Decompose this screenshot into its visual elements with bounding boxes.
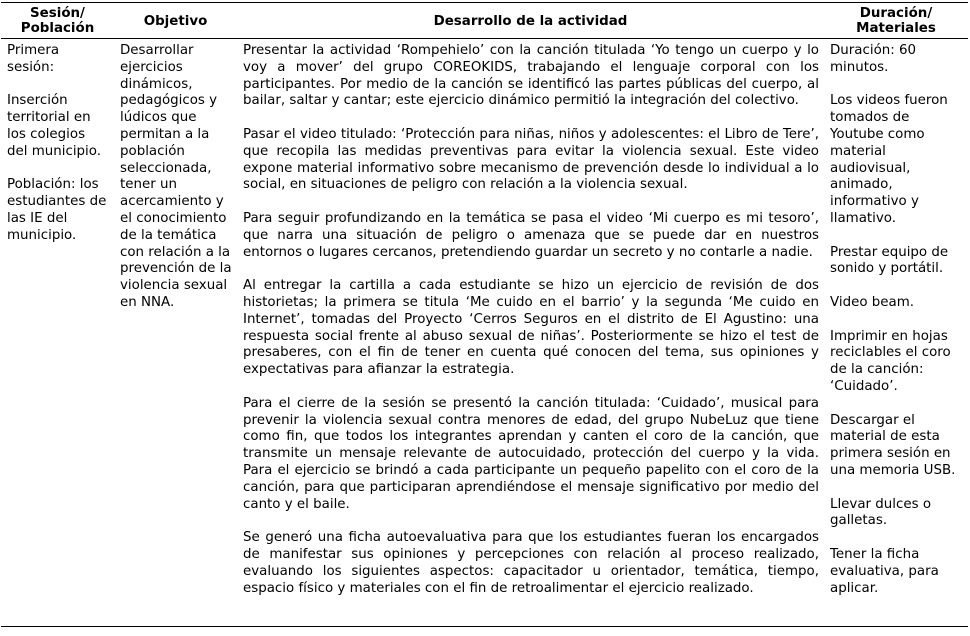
header-desarrollo: Desarrollo de la actividad bbox=[237, 3, 824, 39]
duracion-item: Llevar dulces o galletas. bbox=[830, 496, 932, 529]
duracion-item: Video beam. bbox=[830, 294, 915, 310]
cell-sesion bbox=[1, 39, 114, 627]
cell-desarrollo bbox=[237, 39, 824, 627]
desarrollo-paragraph: Pasar el video titulado: ‘Protección para niñas, niños y adolescentes: el Libro de Tere’, que recopila las medidas preventivas para evitar la violencia sexual. Este video expone material informativo sobre mecanismo de prevención desde lo individual a lo social, en situaciones de peligro con relación a la violencia sexual. bbox=[243, 126, 819, 193]
duracion-item: Tener la ficha evaluativa, para aplicar. bbox=[830, 546, 939, 596]
desarrollo-paragraph: Al entregar la cartilla a cada estudiante se hizo un ejercicio de revisión de dos historietas; la primera se titula ‘Me cuido en el barrio’ y la segunda ‘Me cuido en Internet’, tomadas del Proyecto ‘Cerros Seguros en el distrito de El Agustino: una respuesta social frente al abuso sexual de niñas’. Posteriormente se hizo el test de presaberes, con el fin de tener en cuenta qué conocen del tema, sus opiniones y expectativas para afianzar la estrategia. bbox=[243, 278, 819, 378]
duracion-item: Duración: 60 minutos. bbox=[830, 43, 917, 75]
sesion-line: Población: los estudiantes de las IE del municipio. bbox=[7, 177, 107, 243]
duracion-item: Prestar equipo de sonido y portátil. bbox=[830, 244, 949, 277]
header-objetivo: Objetivo bbox=[114, 3, 237, 39]
table-row bbox=[1, 39, 968, 627]
desarrollo-paragraph: Para seguir profundizando en la temática se pasa el video ‘Mi cuerpo es mi tesoro’, que narra una situación de peligro o amenaza que se puede dar en nuestros entornos o lugares cercanos, pretendiendo guardar un secreto y no contarle a nadie. bbox=[243, 210, 819, 260]
desarrollo-paragraph: Presentar la actividad ‘Rompehielo’ con la canción titulada ‘Yo tengo un cuerpo y lo voy a mover’ del grupo COREOKIDS, trabajando el lenguaje corporal con los participantes. Por medio de la canción se identificó las partes públicas del cuerpo, al bailar, saltar y cantar; este ejercicio dinámico permitió la integración del colectivo. bbox=[243, 43, 819, 109]
sesion-line: Inserción territorial en los colegios del municipio. bbox=[7, 93, 101, 159]
header-sesion: Sesión/ Población bbox=[1, 3, 114, 39]
activity-table bbox=[1, 2, 968, 627]
cell-duracion bbox=[824, 39, 968, 627]
desarrollo-paragraph: Se generó una ficha autoevaluativa para que los estudiantes fueran los encargados de manifestar sus opiniones y percepciones con relación al proceso realizado, evaluando los siguientes aspectos: capacitador u orientador, temática, tiempo, espacio físico y materiales con el fin de retroalimentar el ejercicio realizado. bbox=[243, 530, 819, 596]
sesion-line: Primera sesión: bbox=[7, 43, 60, 75]
duracion-item: Descargar el material de esta primera sesión en una memoria USB. bbox=[830, 412, 956, 478]
duracion-item: Los videos fueron tomados de Youtube como material audiovisual, animado, informativo y llamativo. bbox=[830, 93, 948, 226]
table-header-row bbox=[1, 3, 968, 39]
desarrollo-paragraph: Para el cierre de la sesión se presentó la canción titulada: ‘Cuidado’, musical para prevenir la violencia sexual contra menores de edad, del grupo NubeLuz que tiene como fin, que todos los integrantes aprendan y canten el coro de la canción, que transmite un mensaje relevante de autocuidado, protección del cuerpo y la vida. Para el ejercicio se brindó a cada participante un pequeño papelito con el coro de la canción, para que participaran aprendiéndose el mensaje significativo por medio del canto y el baile. bbox=[243, 395, 819, 512]
objetivo-text: Desarrollar ejercicios dinámicos, pedagógicos y lúdicos que permitan a la población seleccionada, tener un acercamiento y el conocimiento de la temática con relación a la prevención de la violencia sexual en NNA. bbox=[120, 43, 232, 310]
cell-objetivo bbox=[114, 39, 237, 627]
header-duracion: Duración/ Materiales bbox=[824, 3, 968, 39]
duracion-item: Imprimir en hojas reciclables el coro de la canción: ‘Cuidado’. bbox=[830, 328, 951, 394]
